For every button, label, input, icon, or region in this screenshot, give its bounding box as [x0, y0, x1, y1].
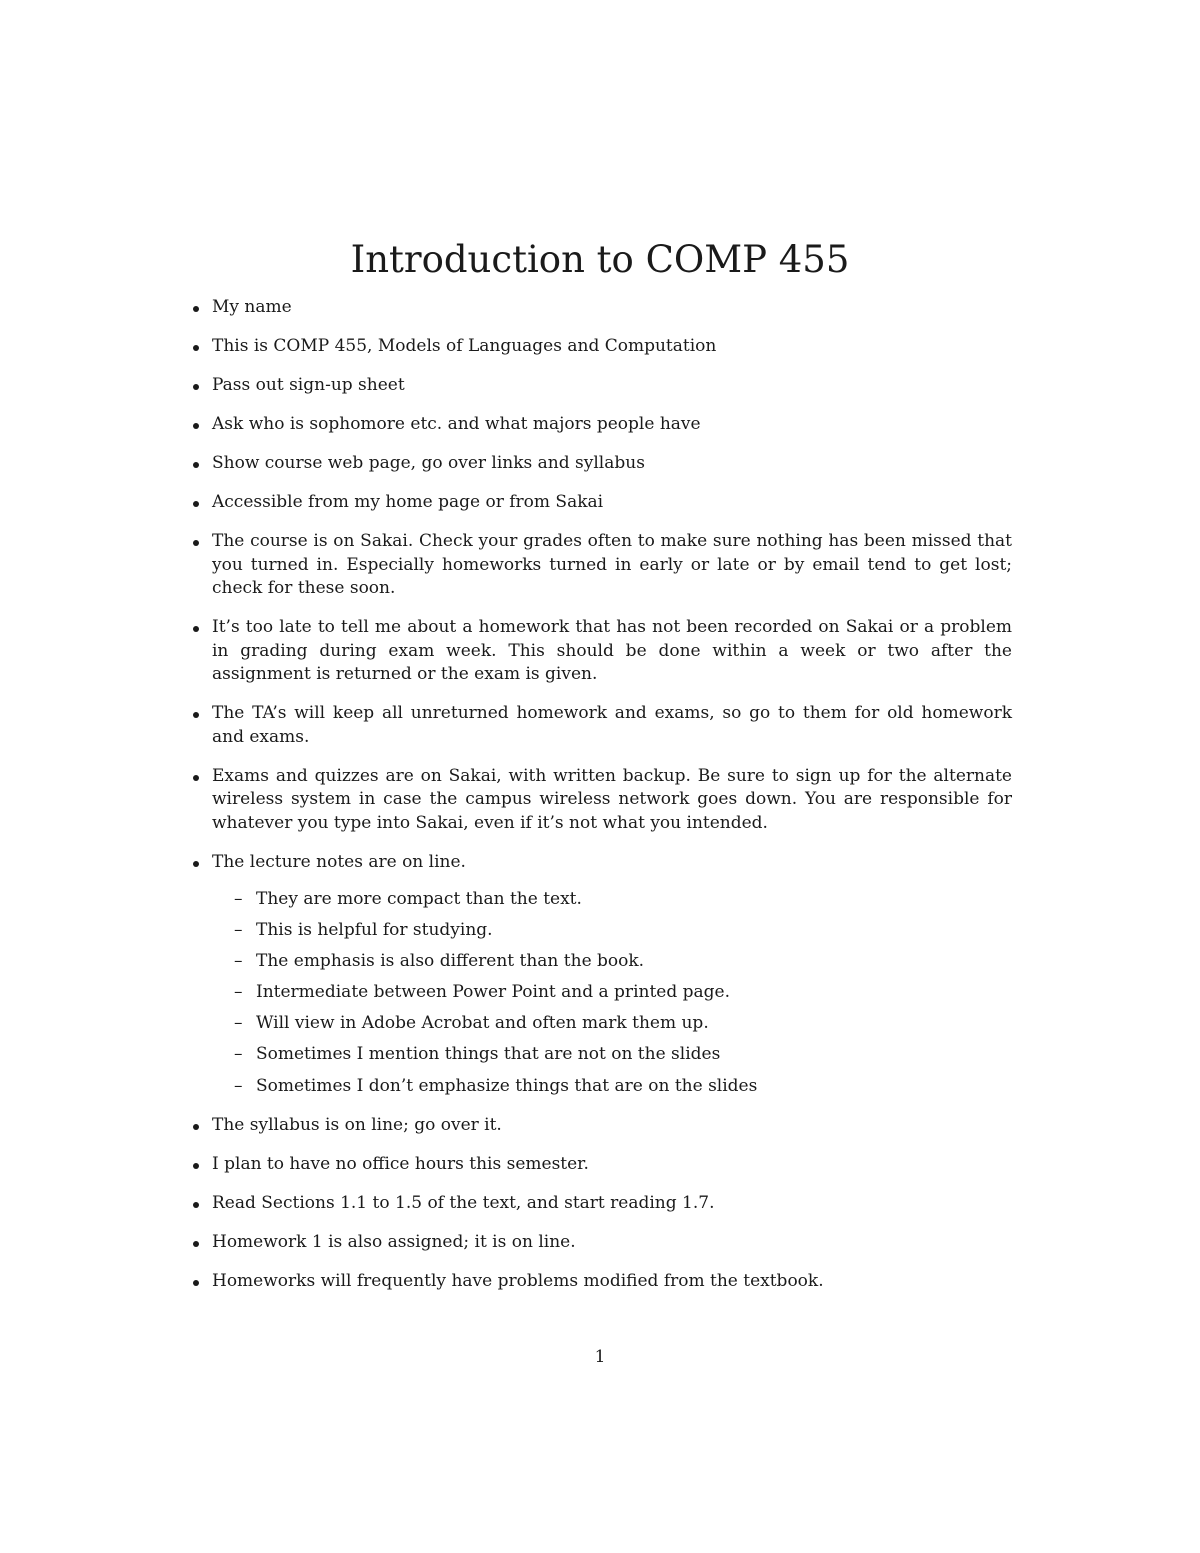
bullet-text: My name	[212, 297, 292, 317]
sub-bullet-item	[212, 888, 1012, 912]
bullet-text: Show course web page, go over links and syllabus	[212, 453, 645, 473]
bullet-text: Read Sections 1.1 to 1.5 of the text, and start reading 1.7.	[212, 1192, 715, 1213]
bullet-icon	[193, 501, 199, 507]
bullet-item	[190, 296, 1012, 320]
sub-bullet-item	[212, 950, 1012, 974]
bullet-item	[190, 413, 1012, 437]
bullet-text: I plan to have no office hours this semester.	[212, 1153, 589, 1174]
bullet-text: It’s too late to tell me about a homework that has not been recorded on Sakai or a problem in grading during exam week. This should be done within a week or two after the assignment is returned or the exam is given.	[212, 617, 1012, 684]
bullet-icon	[193, 1280, 199, 1286]
bullet-text: This is COMP 455, Models of Languages and Computation	[212, 336, 717, 356]
dash-icon: –	[234, 982, 243, 1003]
bullet-item	[190, 1153, 1012, 1177]
bullet-item	[190, 335, 1012, 359]
bullet-text: Pass out sign-up sheet	[212, 375, 405, 395]
bullet-item	[190, 616, 1012, 687]
dash-icon: –	[234, 1075, 243, 1096]
sub-bullet-list	[212, 888, 1012, 1098]
bullet-list	[190, 296, 1012, 1309]
bullet-text: The course is on Sakai. Check your grades often to make sure nothing has been missed that you turned in. Especially homeworks turned in early or late or by email tend to get lost; check for these soon.	[212, 531, 1012, 598]
bullet-text: Exams and quizzes are on Sakai, with written backup. Be sure to sign up for the alternate wireless system in case the campus wireless network goes down. You are responsible for whatever you type into Sakai, even if it’s not what you intended.	[212, 765, 1012, 833]
bullet-text: Accessible from my home page or from Sakai	[212, 492, 604, 512]
bullet-icon	[193, 423, 199, 429]
sub-bullet-text: Will view in Adobe Acrobat and often mark them up.	[256, 1013, 709, 1034]
sub-bullet-item	[212, 1075, 1012, 1099]
bullet-text: The syllabus is on line; go over it.	[212, 1114, 502, 1135]
bullet-item	[190, 851, 1012, 1099]
sub-bullet-text: They are more compact than the text.	[256, 889, 582, 909]
page-title: Introduction to COMP 455	[350, 238, 850, 281]
sub-bullet-item	[212, 919, 1012, 943]
bullet-icon	[193, 1241, 199, 1247]
sub-bullet-text: Intermediate between Power Point and a printed page.	[256, 982, 730, 1003]
bullet-item	[190, 491, 1012, 515]
dash-icon: –	[234, 920, 243, 941]
page-number: 1	[594, 1347, 606, 1367]
bullet-icon	[193, 1124, 199, 1130]
bullet-item	[190, 1192, 1012, 1216]
sub-bullet-item	[212, 1043, 1012, 1067]
bullet-icon	[193, 626, 199, 632]
bullet-icon	[193, 345, 199, 351]
bullet-icon	[193, 384, 199, 390]
sub-bullet-text: Sometimes I mention things that are not on the slides	[256, 1044, 721, 1065]
bullet-icon	[193, 462, 199, 468]
bullet-item	[190, 374, 1012, 398]
bullet-icon	[193, 1163, 199, 1169]
sub-bullet-text: The emphasis is also different than the book.	[256, 951, 645, 972]
bullet-item	[190, 530, 1012, 601]
bullet-item	[190, 765, 1012, 836]
bullet-text: The lecture notes are on line.	[212, 851, 466, 872]
sub-bullet-text: Sometimes I don’t emphasize things that are on the slides	[256, 1075, 758, 1096]
bullet-icon	[193, 861, 199, 867]
bullet-icon	[193, 540, 199, 546]
bullet-item	[190, 452, 1012, 476]
bullet-text: Homework 1 is also assigned; it is on line.	[212, 1231, 576, 1252]
bullet-item	[190, 1231, 1012, 1255]
dash-icon: –	[234, 1044, 243, 1065]
bullet-item	[190, 1114, 1012, 1138]
bullet-text: Homeworks will frequently have problems modified from the textbook.	[212, 1270, 824, 1291]
bullet-text: Ask who is sophomore etc. and what majors people have	[212, 414, 701, 434]
bullet-icon	[193, 775, 199, 781]
bullet-item	[190, 702, 1012, 749]
sub-bullet-text: This is helpful for studying.	[256, 920, 493, 941]
dash-icon: –	[234, 951, 243, 972]
dash-icon: –	[234, 1013, 243, 1034]
bullet-item	[190, 1270, 1012, 1294]
sub-bullet-item	[212, 1012, 1012, 1036]
bullet-text: The TA’s will keep all unreturned homework and exams, so go to them for old homework and exams.	[212, 703, 1012, 747]
bullet-icon	[193, 1202, 199, 1208]
sub-bullet-item	[212, 981, 1012, 1005]
dash-icon: –	[234, 889, 243, 909]
bullet-icon	[193, 306, 199, 312]
bullet-icon	[193, 712, 199, 718]
